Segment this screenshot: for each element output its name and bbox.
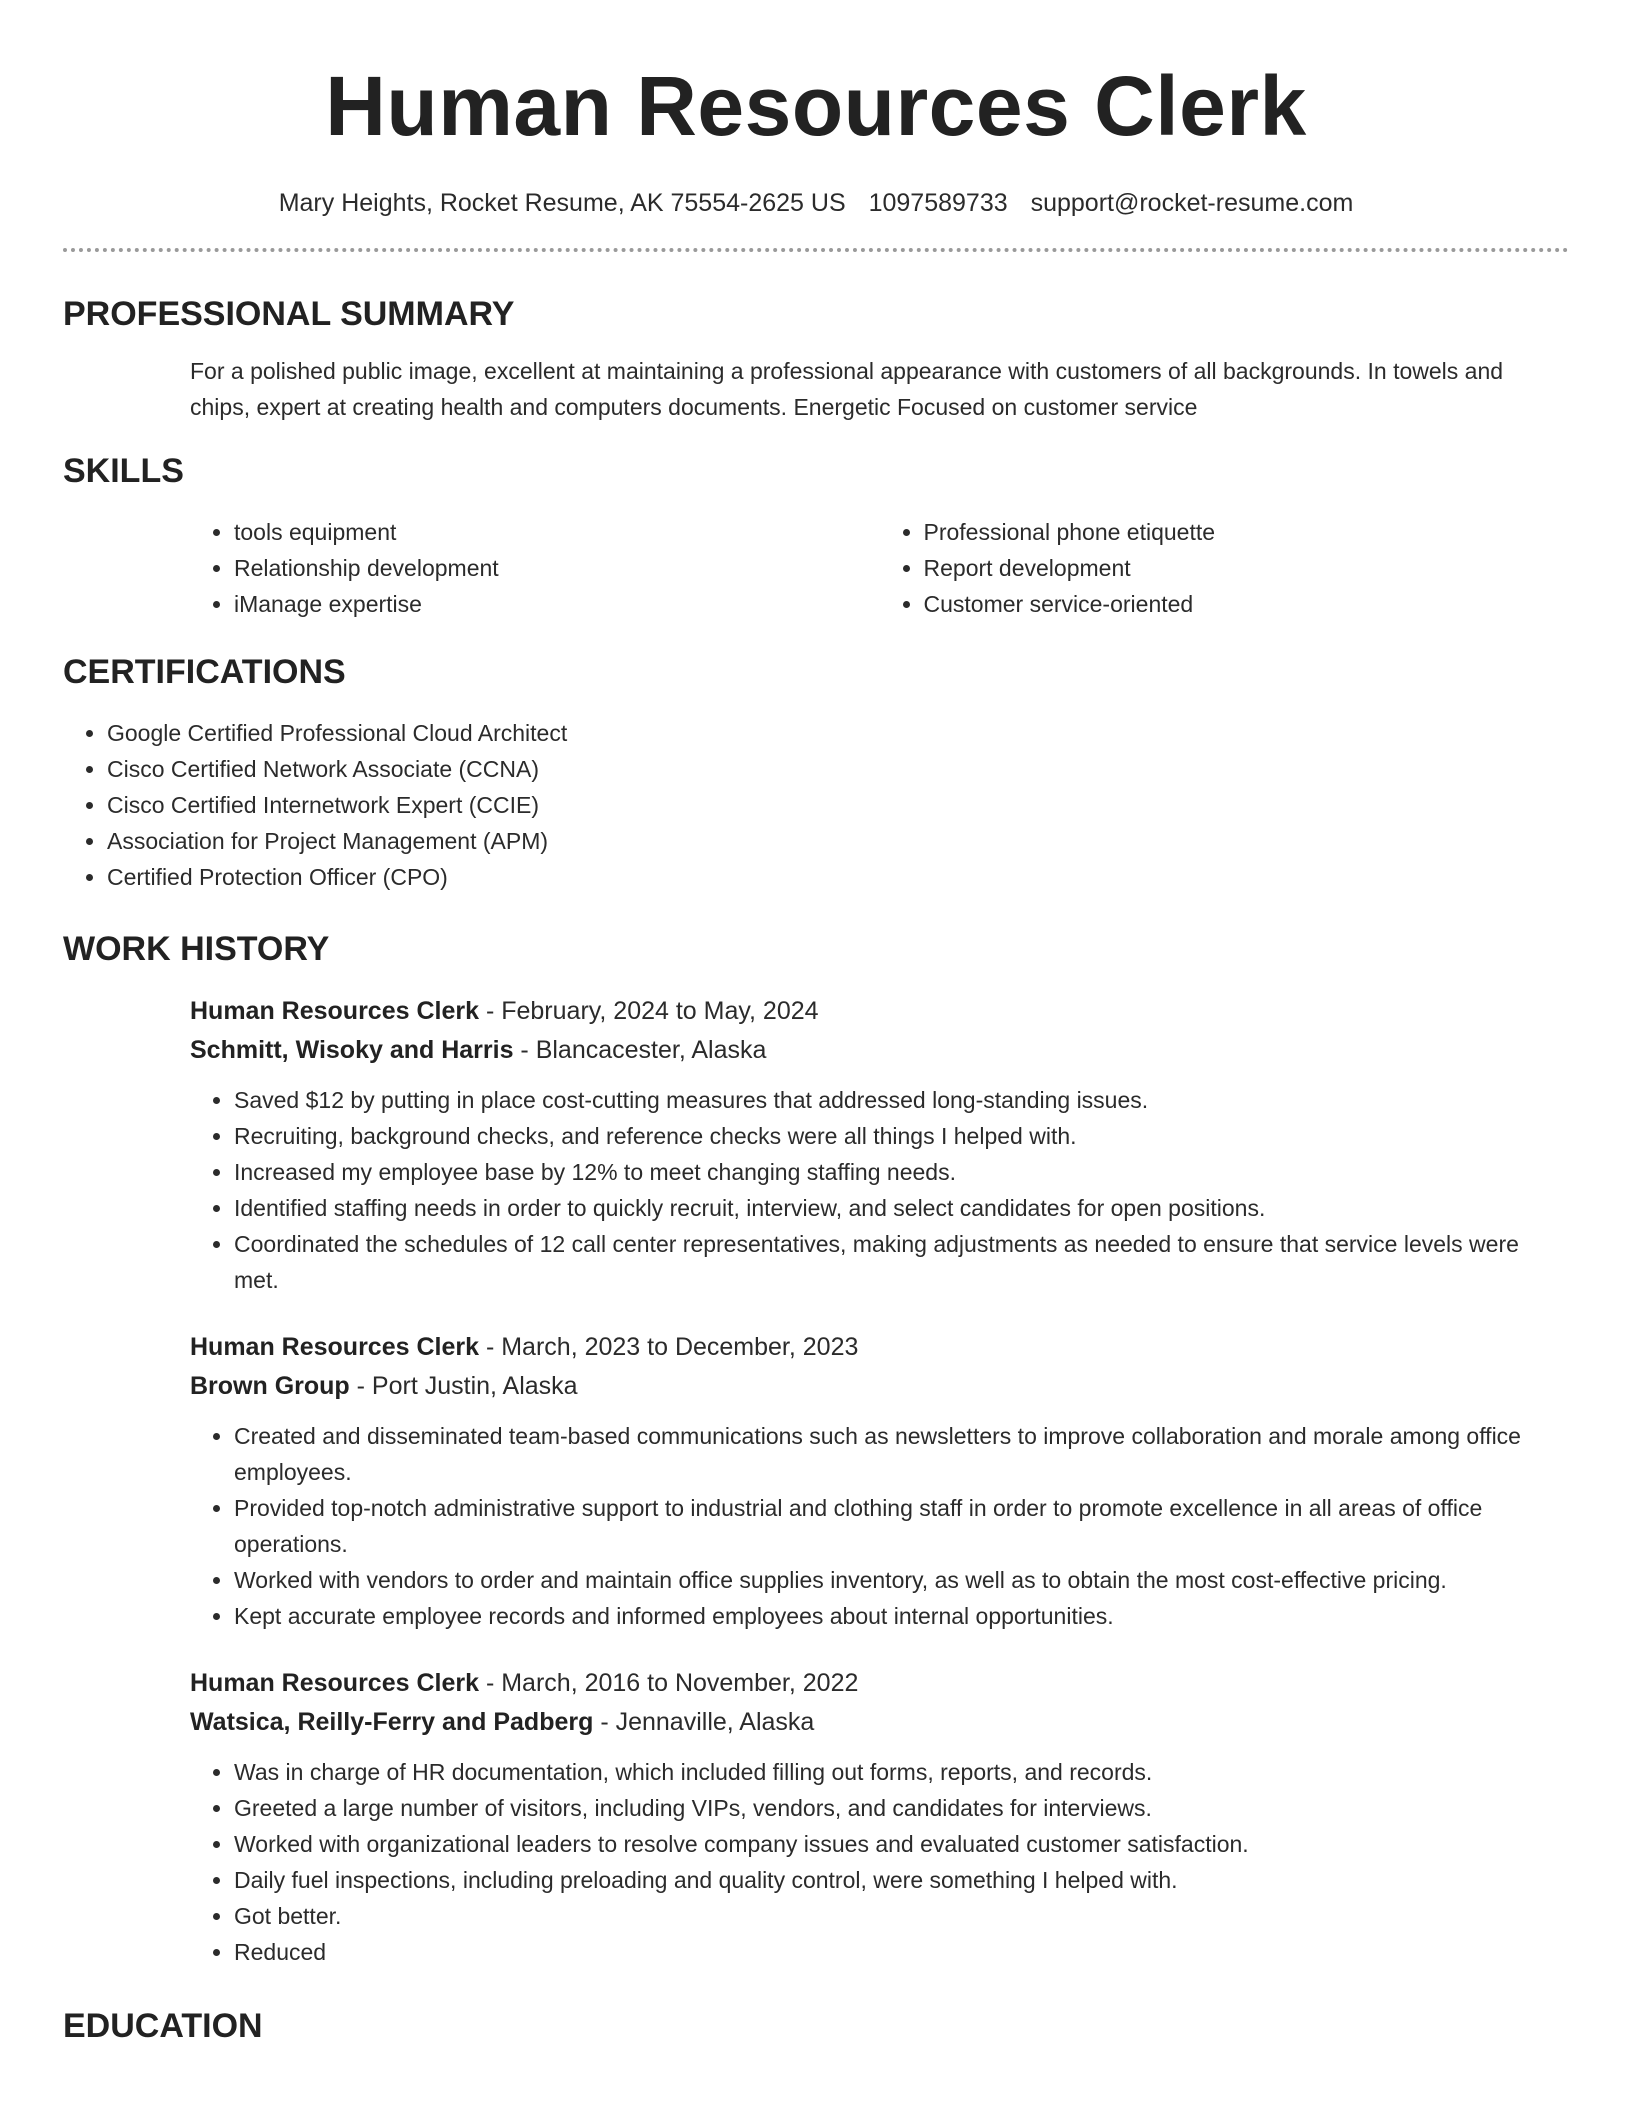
job-title-line xyxy=(190,1664,1569,1703)
certification-item: • Association for Project Management (APM) xyxy=(107,823,1569,859)
job-company-line xyxy=(190,1703,1569,1742)
job-company-line xyxy=(190,1367,1569,1406)
job-location: - Jennaville, Alaska xyxy=(593,1708,815,1736)
job-bullet: • Daily fuel inspections, including preloading and quality control, were something I helped with. xyxy=(234,1862,1569,1898)
work-history-title: WORK HISTORY xyxy=(63,930,330,968)
job-bullet: • Increased my employee base by 12% to meet changing staffing needs. xyxy=(234,1154,1569,1190)
job-bullet: • Worked with vendors to order and maintain office supplies inventory, as well as to obtain the most cost-effective pricing. xyxy=(234,1562,1569,1598)
job-title-line xyxy=(190,992,1569,1031)
job-company: Brown Group xyxy=(190,1372,350,1400)
skill-item: • Customer service-oriented xyxy=(924,586,1570,622)
skills-list-right xyxy=(880,514,1570,622)
summary-text: For a polished public image, excellent at maintaining a professional appearance with customers of all backgrounds. In towels and chips, expert at creating health and computers documents. Energetic Focused on customer service xyxy=(190,358,1504,420)
skills-columns xyxy=(190,514,1569,622)
contact-phone: 1097589733 xyxy=(868,189,1008,217)
job-bullets xyxy=(190,1418,1569,1634)
skills-list-left xyxy=(190,514,880,622)
job-location: - Blancacester, Alaska xyxy=(513,1036,767,1064)
certification-item: • Certified Protection Officer (CPO) xyxy=(107,859,1569,895)
skill-item: • iManage expertise xyxy=(234,586,880,622)
job-entry xyxy=(190,992,1569,1298)
candidate-name: Human Resources Clerk xyxy=(325,59,1307,153)
work-history-section xyxy=(63,929,1569,1970)
job-company: Schmitt, Wisoky and Harris xyxy=(190,1036,514,1064)
certification-item: • Google Certified Professional Cloud Architect xyxy=(107,715,1569,751)
job-role: Human Resources Clerk xyxy=(190,1669,480,1697)
skills-section xyxy=(63,451,1569,622)
job-company-line xyxy=(190,1031,1569,1070)
summary-section xyxy=(63,294,1569,425)
skill-item: • tools equipment xyxy=(234,514,880,550)
certification-item: • Cisco Certified Internetwork Expert (CCIE) xyxy=(107,787,1569,823)
job-bullet: • Was in charge of HR documentation, which included filling out forms, reports, and records. xyxy=(234,1754,1569,1790)
job-bullets xyxy=(190,1754,1569,1970)
job-dates: - February, 2024 to May, 2024 xyxy=(479,997,819,1025)
skills-title: SKILLS xyxy=(63,452,184,490)
certifications-section xyxy=(63,652,1569,895)
job-bullets xyxy=(190,1082,1569,1298)
job-dates: - March, 2016 to November, 2022 xyxy=(479,1669,859,1697)
contact-line xyxy=(63,188,1569,218)
job-bullet: • Created and disseminated team-based communications such as newsletters to improve collaboration and morale among office employees. xyxy=(234,1418,1569,1490)
certifications-list xyxy=(63,715,1569,895)
header-divider xyxy=(63,248,1569,252)
job-entry xyxy=(190,1328,1569,1634)
job-bullet: • Worked with organizational leaders to resolve company issues and evaluated customer satisfaction. xyxy=(234,1826,1569,1862)
job-bullet: • Reduced xyxy=(234,1934,1569,1970)
contact-address: Mary Heights, Rocket Resume, AK 75554-2625 US xyxy=(278,189,846,217)
job-dates: - March, 2023 to December, 2023 xyxy=(479,1333,859,1361)
job-title-line xyxy=(190,1328,1569,1367)
skill-item: • Report development xyxy=(924,550,1570,586)
education-section xyxy=(63,2006,1569,2046)
skill-item: • Relationship development xyxy=(234,550,880,586)
education-title: EDUCATION xyxy=(63,2007,263,2045)
job-bullet: • Saved $12 by putting in place cost-cutting measures that addressed long-standing issues. xyxy=(234,1082,1569,1118)
job-bullet: • Identified staffing needs in order to quickly recruit, interview, and select candidates for open positions. xyxy=(234,1190,1569,1226)
job-bullet: • Coordinated the schedules of 12 call center representatives, making adjustments as needed to ensure that service levels were met. xyxy=(234,1226,1569,1298)
job-entry xyxy=(190,1664,1569,1970)
certification-item: • Cisco Certified Network Associate (CCNA) xyxy=(107,751,1569,787)
certifications-title: CERTIFICATIONS xyxy=(63,653,346,691)
job-role: Human Resources Clerk xyxy=(190,1333,480,1361)
job-bullet: • Provided top-notch administrative support to industrial and clothing staff in order to promote excellence in all areas of office operations. xyxy=(234,1490,1569,1562)
job-location: - Port Justin, Alaska xyxy=(349,1372,578,1400)
job-bullet: • Kept accurate employee records and informed employees about internal opportunities. xyxy=(234,1598,1569,1634)
skill-item: • Professional phone etiquette xyxy=(924,514,1570,550)
summary-title: PROFESSIONAL SUMMARY xyxy=(63,295,515,333)
job-bullet: • Got better. xyxy=(234,1898,1569,1934)
job-bullet: • Greeted a large number of visitors, including VIPs, vendors, and candidates for interviews. xyxy=(234,1790,1569,1826)
job-bullet: • Recruiting, background checks, and reference checks were all things I helped with. xyxy=(234,1118,1569,1154)
contact-email[interactable]: support@rocket-resume.com xyxy=(1030,189,1354,217)
job-role: Human Resources Clerk xyxy=(190,997,480,1025)
job-company: Watsica, Reilly-Ferry and Padberg xyxy=(190,1708,594,1736)
